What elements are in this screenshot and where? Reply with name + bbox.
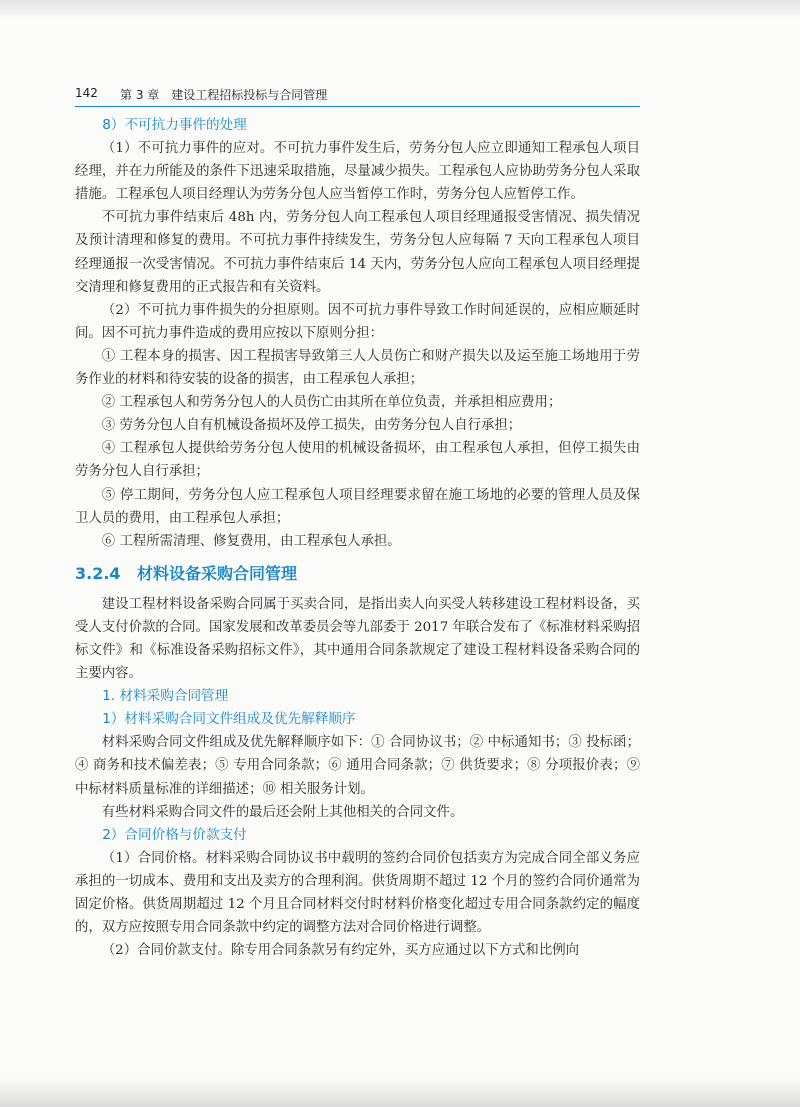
paragraph: 不可抗力事件结束后 48h 内，劳务分包人向工程承包人项目经理通报受害情况、损失情况及预计清理和修复的费用。不可抗力事件持续发生，劳务分包人应每隔 7 天向工程承包人项目经理通报一次受害情况。不可抗力事件结束后 14 天内，劳务分包人应向工程承包人项目经理提交清理和修复费用的正式报告和有关资料。 [75, 210, 640, 295]
paragraph: 建设工程材料设备采购合同属于买卖合同，是指出卖人向买受人转移建设工程材料设备，买受人支付价款的合同。国家发展和改革委员会等九部委于 2017 年联合发布了《标准材料采购招标文件》和《标准设备采购招标文件》，其中通用合同条款规定了建设工程材料设备采购合同的主要内容。 [75, 596, 640, 682]
list-item: ② 工程承包人和劳务分包人的人员伤亡由其所在单位负责，并承担相应费用； [101, 395, 562, 411]
scan-bottom-shadow [0, 1077, 800, 1107]
section-heading [75, 561, 640, 587]
section-number: 3.2.4 [75, 563, 121, 583]
paragraph: （1）不可抗力事件的应对。不可抗力事件发生后，劳务分包人应立即通知工程承包人项目经理，并在力所能及的条件下迅速采取措施，尽量减少损失。工程承包人应协助劳务分包人采取措施。工程承包人项目经理认为劳务分包人应当暂停工作时，劳务分包人应暂停工作。 [75, 141, 640, 203]
list-item: ① 工程本身的损害、因工程损害导致第三人人员伤亡和财产损失以及运至施工场地用于劳务作业的材料和待安装的设备的损害，由工程承包人承担； [75, 348, 640, 388]
subheading-contract-documents: 1）材料采购合同文件组成及优先解释顺序 [102, 711, 356, 728]
section-title: 材料设备采购合同管理 [137, 563, 298, 583]
subheading-force-majeure: 8）不可抗力事件的处理 [102, 117, 247, 133]
body-text [75, 114, 640, 962]
paragraph: （2）不可抗力事件损失的分担原则。因不可抗力事件导致工作时间延误的，应相应顺延时间。因不可抗力事件造成的费用应按以下原则分担： [75, 302, 640, 341]
paragraph: （2）合同价款支付。除专用合同条款另有约定外，买方应通过以下方式和比例向 [101, 943, 579, 959]
list-item: ③ 劳务分包人自有机械设备损坏及停工损失，由劳务分包人自行承担； [101, 418, 522, 434]
subheading-price-payment: 2）合同价格与价款支付 [102, 826, 247, 843]
running-header [75, 86, 640, 106]
list-item: ④ 工程承包人提供给劳务分包人使用的机械设备损坏，由工程承包人承担，但停工损失由劳务分包人自行承担； [75, 441, 640, 480]
subheading-material-procurement: 1. 材料采购合同管理 [102, 688, 229, 705]
paragraph: 材料采购合同文件组成及优先解释顺序如下：① 合同协议书；② 中标通知书；③ 投标函；④ 商务和技术偏差表；⑤ 专用合同条款；⑥ 通用合同条款；⑦ 供货要求；⑧ 分项报价表；⑨ 中标材料质量标准的详细描述；⑩ 相关服务计划。 [75, 735, 640, 797]
paragraph: 有些材料采购合同文件的最后还会附上其他相关的合同文件。 [101, 804, 464, 820]
page-number: 142 [75, 86, 98, 100]
list-item: ⑥ 工程所需清理、修复费用，由工程承包人承担。 [101, 533, 401, 549]
scan-top-shadow [0, 0, 800, 18]
chapter-title: 第 3 章 建设工程招标投标与合同管理 [120, 88, 328, 102]
header-rule [75, 106, 640, 107]
list-item: ⑤ 停工期间，劳务分包人应工程承包人项目经理要求留在施工场地的必要的管理人员及保卫人员的费用，由工程承包人承担； [75, 487, 640, 526]
paragraph: （1）合同价格。材料采购合同协议书中载明的签约合同价包括卖方为完成合同全部义务应承担的一切成本、费用和支出及卖方的合理利润。供货周期不超过 12 个月的签约合同价通常为固定价格。供货周期超过 12 个月且合同材料交付时材料价格变化超过专用合同条款约定的幅度的，双方应按照专用合同条款中约定的调整方法对合同价格进行调整。 [75, 850, 640, 936]
